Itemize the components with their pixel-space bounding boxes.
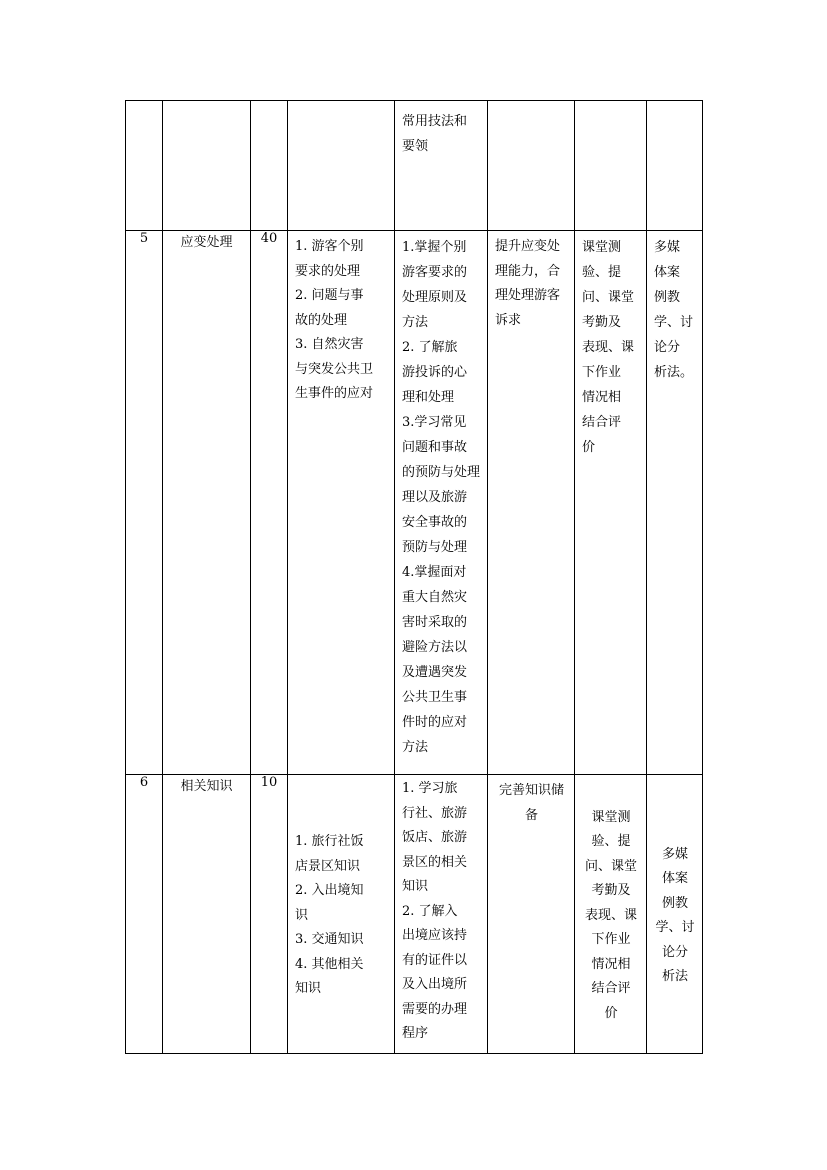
cell-content: 1. 游客个别 要求的处理 2. 问题与事 故的处理 3. 自然灾害 与突发公共卫 生事件的应对 [288,231,395,775]
cell-method: 多媒 体案 例教 学、讨 论分 析法。 [647,231,703,775]
cell-content [288,101,395,231]
cell-goals: 常用技法和 要领 [395,101,488,231]
cell-assessment [575,101,647,231]
cell-hours: 40 [251,231,288,775]
cell-assessment: 课堂测 验、提 问、课堂 考勤及 表现、课 下作业 情况相 结合评 价 [575,231,647,775]
cell-goals: 1. 学习旅 行社、旅游 饭店、旅游 景区的相关 知识 2. 了解入 出境应该持 有的证件以 及入出境所 需要的办理 程序 [395,775,488,1054]
cell-assessment: 课堂测 验、提 问、课堂 考勤及 表现、课 下作业 情况相 结合评 价 [575,775,647,1054]
cell-no: 5 [126,231,163,775]
table-row [126,231,703,775]
cell-no [126,101,163,231]
cell-ability: 完善知识储 备 [488,775,575,1054]
cell-hours [251,101,288,231]
cell-title [163,101,251,231]
cell-title: 应变处理 [163,231,251,775]
syllabus-table [125,100,703,1054]
cell-goals: 1.掌握个别 游客要求的 处理原则及 方法 2. 了解旅 游投诉的心 理和处理 3.学习常见 问题和事故 的预防与处理 理以及旅游 安全事故的 预防与处理 4.掌握面对 重大自然灾 害时采取的 避险方法以 及遭遇突发 公共卫生事 件时的应对 方法 [395,231,488,775]
cell-hours: 10 [251,775,288,1054]
cell-content: 1. 旅行社饭 店景区知识 2. 入出境知 识 3. 交通知识 4. 其他相关 知识 [288,775,395,1054]
cell-ability [488,101,575,231]
cell-no: 6 [126,775,163,1054]
cell-ability: 提升应变处 理能力，合 理处理游客 诉求 [488,231,575,775]
cell-method: 多媒 体案 例教 学、讨 论分 析法 [647,775,703,1054]
table-row [126,101,703,231]
table-row [126,775,703,1054]
cell-method [647,101,703,231]
cell-title: 相关知识 [163,775,251,1054]
